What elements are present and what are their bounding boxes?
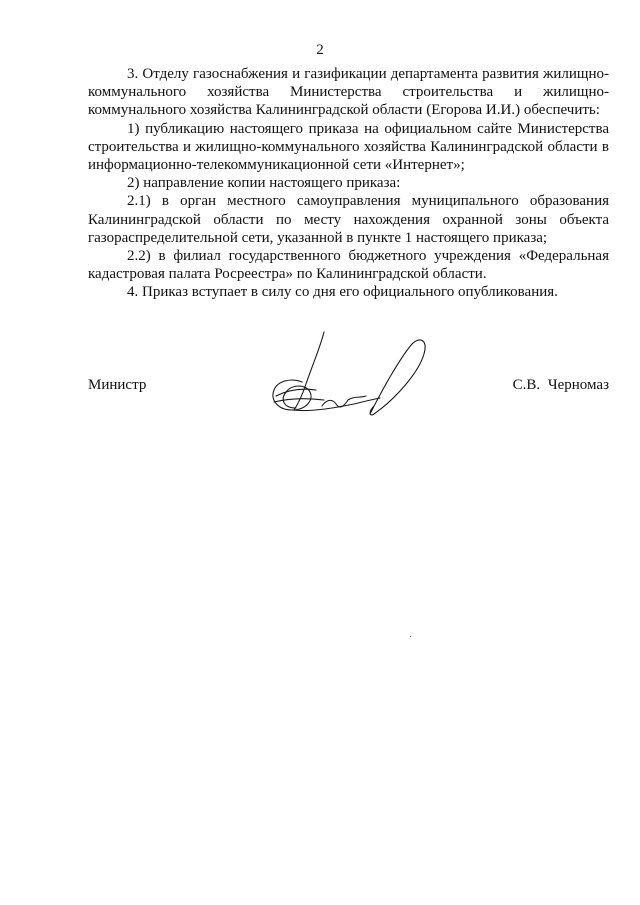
paragraph-subitem-2-2: 2.2) в филиал государственного бюджетного учреждения «Федеральная кадастровая палата Росреестра» по Калининградской области.: [88, 248, 609, 283]
signer-title: Министр: [88, 377, 147, 393]
page-number: 2: [316, 42, 324, 58]
document-body: [88, 65, 609, 302]
signature-block: [88, 377, 609, 399]
paragraph-subitem-2: 2) направление копии настоящего приказа:: [127, 175, 401, 192]
signer-name: С.В. Черномаз: [512, 377, 609, 393]
paragraph-item-3: 3. Отделу газоснабжения и газификации департамента развития жилищно-коммунального хозяйства Министерства строительства и жилищно-коммунального хозяйства Калининградской области (Егорова И.И.) обеспечить:: [88, 66, 609, 119]
paragraph-subitem-1: 1) публикацию настоящего приказа на официальном сайте Министерства строительства и жилищно-коммунального хозяйства Калининградской области в информационно-телекоммуникационной сети «Интернет»;: [88, 120, 609, 174]
paragraph-item-4: 4. Приказ вступает в силу со дня его официального опубликования.: [127, 284, 558, 301]
scan-speck: [410, 636, 411, 637]
paragraph-subitem-2-1: 2.1) в орган местного самоуправления муниципального образования Калининградской области по месту нахождения охранной зоны объекта газораспределительной сети, указанной в пункте 1 настоящего приказа;: [88, 193, 609, 246]
